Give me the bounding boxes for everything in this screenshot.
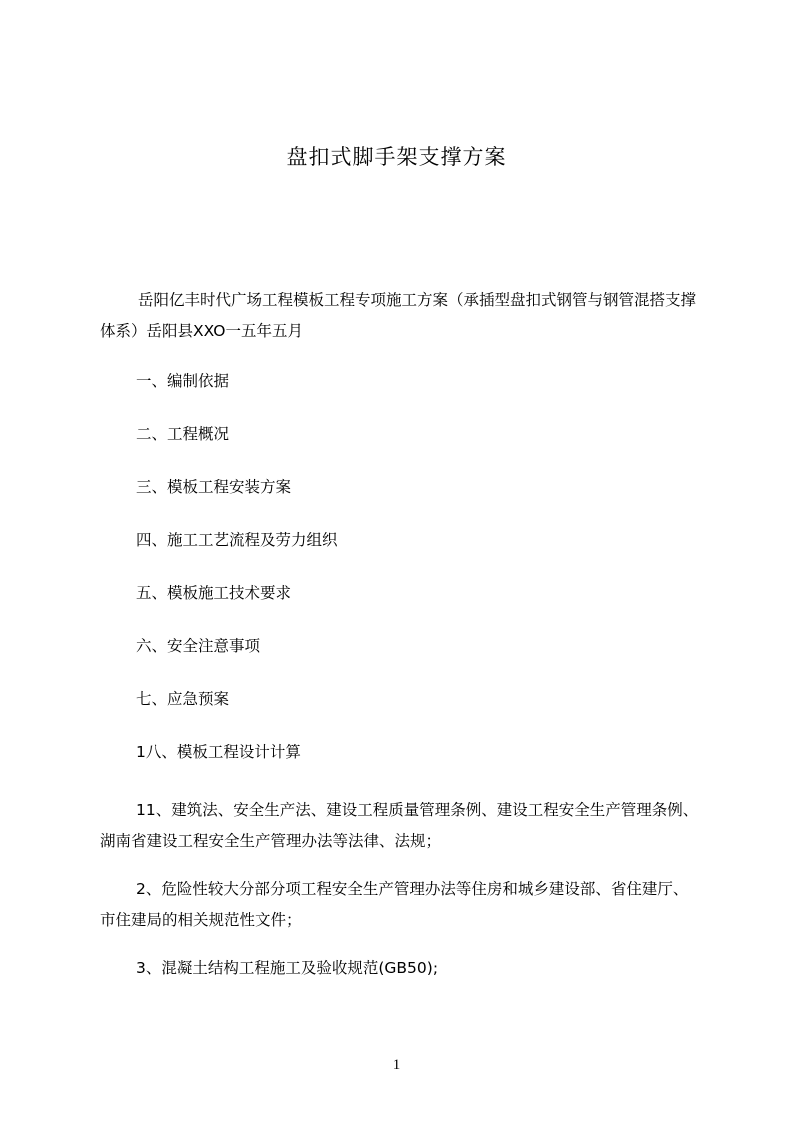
toc-item-4: 四、施工工艺流程及劳力组织 (136, 531, 338, 549)
basis-item-2-line-1: 2、危险性较大分部分项工程安全生产管理办法等住房和城乡建设部、省住建厅、 (136, 880, 689, 898)
basis-item-1-line-2: 湖南省建设工程安全生产管理办法等法律、法规； (100, 832, 442, 850)
basis-item-2-line-2: 市住建局的相关规范性文件； (100, 911, 302, 929)
basis-item-1 (100, 795, 700, 857)
toc-item-2: 二、工程概况 (136, 425, 230, 443)
toc-item-1: 一、编制依据 (136, 372, 230, 390)
toc-item-5: 五、模板施工技术要求 (136, 584, 292, 602)
toc-item-7: 七、应急预案 (136, 690, 230, 708)
basis-item-3-line-1: 3、混凝土结构工程施工及验收规范(GB50); (136, 959, 439, 977)
toc-item-6: 六、安全注意事项 (136, 637, 261, 655)
basis-item-2 (100, 874, 700, 936)
basis-item-3 (100, 953, 700, 984)
page-number: 1 (392, 1057, 401, 1073)
toc-item-8: 1八、模板工程设计计算 (136, 743, 301, 761)
basis-item-1-line-1: 11、建筑法、安全生产法、建设工程质量管理条例、建设工程安全生产管理条例、 (136, 801, 699, 819)
document-title: 盘扣式脚手架支撑方案 (286, 145, 507, 169)
toc-item-3: 三、模板工程安装方案 (136, 478, 292, 496)
intro-paragraph: 岳阳亿丰时代广场工程模板工程专项施工方案（承插型盘扣式钢管与钢管混搭支撑体系）岳阳县XXO一五年五月 (100, 291, 697, 340)
